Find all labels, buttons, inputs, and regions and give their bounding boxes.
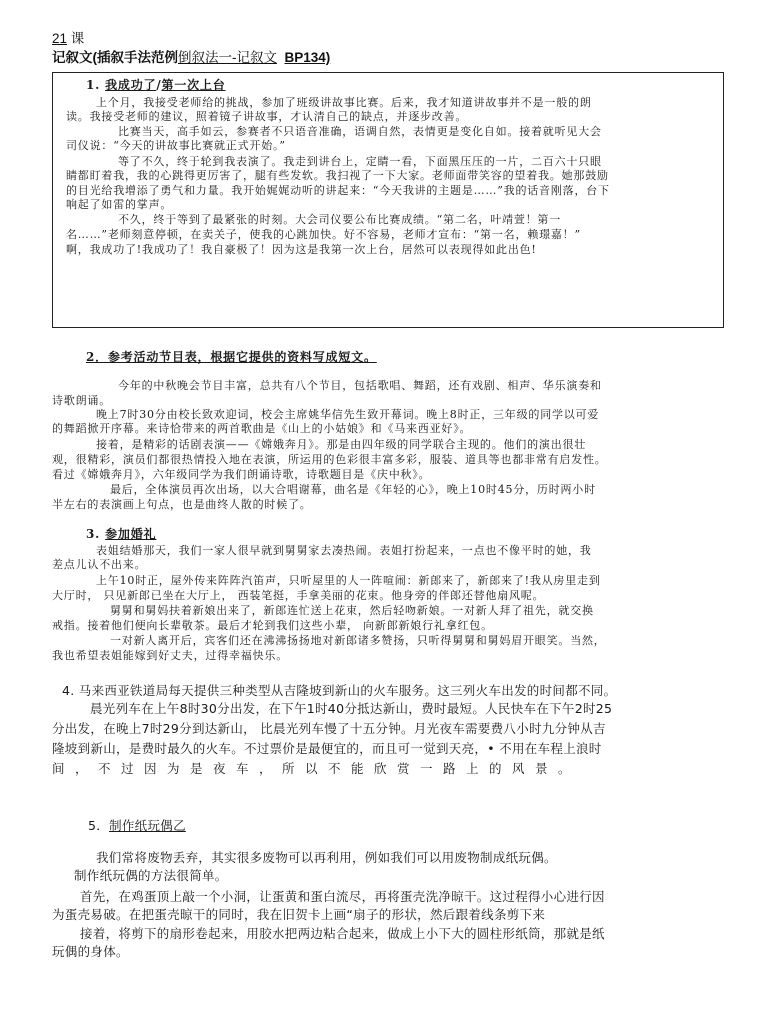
section2-line: 接着，是精彩的话剧表演——《嫦娥奔月》。那是由四年级的同学联合主现的。他们的演出很壮 [96, 438, 587, 451]
section1-heading-num: 1. [86, 78, 101, 92]
section3-line: 差点儿认不出来。 [52, 558, 147, 571]
title-link[interactable]: 倒叙法一-记叙文 [178, 50, 277, 65]
section1-heading [86, 78, 226, 93]
section2-line: 晚上7时30分由校长致欢迎词，校会主席姚华信先生致开幕词。晚上8时正，三年级的同学以可爱 [96, 408, 600, 421]
section1-line: 的目光给我增添了勇气和力量。我开始娓娓动听的讲起来：“今天我讲的主题是……”我的话音刚落，台下 [66, 184, 610, 197]
section3-line: 戒指。接着他们便向长辈敬茶。最后才轮到我们这些小辈， 向新郎新娘行礼拿红包。 [52, 619, 493, 632]
section5-heading-text[interactable]: 制作纸玩偶乙 [109, 818, 186, 833]
title-code: BP134) [284, 50, 331, 65]
section2-line: 观，很精彩，演员们都很热情投入地在表演，所运用的色彩很丰富多彩，服装、道具等也都非常有启发性。 [52, 453, 607, 466]
section1-line: 不久，终于等到了最紧张的时刻。大会司仪要公布比赛成绩。“第二名，叶靖萱！第一 [118, 213, 562, 226]
section5-line: 接着，将剪下的扇形卷起来，用胶水把两边粘合起来，做成上小下大的圆柱形纸筒，那就是纸 [80, 926, 605, 941]
section1-line: 司仪说：“今天的讲故事比赛就正式开始。” [66, 139, 286, 152]
section5-line: 我们常将废物丢弃，其实很多废物可以再利用，例如我们可以用废物制成纸玩偶。 [96, 850, 557, 865]
section3-heading-text: 参加婚礼 [105, 527, 157, 541]
section1-line: 比赛当天，高手如云，参赛者不只语音准确，语调自然，表情更是变化自如。接着就听见大会 [118, 125, 602, 138]
lesson-number-value: 21 [52, 31, 68, 46]
section4-line: 晨光列车在上午8时30分出发，在下午1时40分抵达新山，费时最短。人民快车在下午2时25 [90, 701, 613, 716]
section5-heading [88, 816, 186, 836]
section2-line: 的舞蹈掀开序幕。来诗恰带来的两首歌曲是《山上的小姑娘》和《马来西亚好》。 [52, 422, 472, 435]
section4-line: 4. 马来西亚铁道局每天提供三种类型从吉隆坡到新山的火车服务。这三列火车出发的时间都不同。 [62, 683, 617, 698]
title-prefix: 记叙文(插叙手法范例 [52, 50, 178, 65]
section1-line: 名……”老师刻意停顿，在卖关子，使我的心跳加快。好不容易，老师才宣布：“第一名，赖璟嘉！” [66, 228, 581, 241]
section1-line: 读。我接受老师的建议，照着镜子讲故事，才认清自己的缺点，并逐步改善。 [66, 110, 468, 123]
section5-line: 首先，在鸡蛋顶上敲一个小洞，让蛋黄和蛋白流尽，再将蛋壳洗净晾干。这过程得小心进行因 [80, 889, 605, 904]
section4-line: 间，不过因为是夜车，所以不能欣赏一路上的风景。 [52, 761, 582, 776]
section1-line: 响起了如雷的掌声。 [66, 198, 173, 211]
section3-line: 一对新人离开后，宾客们还在沸沸扬扬地对新郎诸多赞扬，只听得舅舅和舅妈眉开眼笑。当然， [110, 634, 606, 647]
section5-line: 制作纸玩偶的方法很简单。 [74, 868, 228, 883]
section2-line: 最后，全体演员再次出场，以大合唱谢幕，曲名是《年轻的心》，晚上10时45分，历时两小时 [110, 483, 596, 496]
section1-heading-a: 我成功了 [105, 78, 157, 92]
section5-heading-num: 5． [88, 818, 110, 833]
section3-heading-num: 3. [86, 527, 101, 541]
section5-line: 玩偶的身体。 [52, 944, 129, 959]
section3-line: 我也希望表姐能嫁到好丈夫，过得幸福快乐。 [52, 649, 288, 662]
section1-line: 上个月，我接受老师给的挑战，参加了班级讲故事比赛。后来，我才知道讲故事并不是一般的朗 [96, 96, 592, 109]
section3-line: 大厅时， 只见新郎已坐在大厅上， 西装笔挺，手拿美丽的花束。他身旁的伴郎还替他扇风呢。 [52, 589, 545, 602]
section4-line: 分出发，在晚上7时29分到达新山， 比晨光列车慢了十五分钟。月光夜车需要费八小时九分钟从吉 [52, 721, 606, 736]
section1-line: 等了不久，终于轮到我表演了。我走到讲台上，定睛一看，下面黑压压的一片，二百六十只眼 [118, 155, 602, 168]
section1-line: 睛都盯着我，我的心跳得更厉害了，腿有些发软。我扫视了一下大家。老师面带笑容的望着我。她那鼓励 [66, 169, 609, 182]
section3-line: 上午10时正，屋外传来阵阵汽笛声，只听屋里的人一阵喧闹：新郎来了，新郎来了!我从房里走到 [96, 574, 601, 587]
section3-line: 舅舅和舅妈扶着新娘出来了，新郎连忙送上花束，然后轻吻新娘。一对新人拜了祖先，就交换 [110, 604, 594, 617]
section3-line: 表姐结婚那天，我们一家人很早就到舅舅家去凑热闹。表姐打扮起来，一点也不像平时的她，我 [96, 544, 592, 557]
section3-heading [86, 527, 156, 542]
section1-heading-sep: / [156, 78, 162, 92]
lesson-suffix: 课 [70, 31, 85, 46]
section2-line: 诗歌朗诵。 [52, 394, 111, 407]
section1-heading-b: 第一次上台 [161, 78, 226, 92]
section2-line: 看过《嫦娥奔月》，六年级同学为我们朗诵诗歌，诗歌题目是《庆中秋》。 [52, 468, 431, 481]
page-title [52, 49, 330, 66]
lesson-number [52, 30, 84, 47]
section2-line: 半左右的表演画上句点，也是曲终人散的时候了。 [52, 498, 312, 511]
section1-line: 啊，我成功了!我成功了！我自豪极了！因为这是我第一次上台，居然可以表现得如此出色! [66, 243, 537, 256]
section5-line: 为蛋壳易破。在把蛋壳晾干的同时，我在旧贺卡上画“扇子的形状，然后跟着线条剪下来 [52, 907, 546, 922]
section2-line: 今年的中秋晚会节目丰富，总共有八个节目，包括歌唱、舞蹈，还有戏剧、相声、华乐演奏和 [118, 379, 602, 392]
section4-line: 隆坡到新山，是费时最久的火车。不过票价是最便宜的，而且可一觉到天亮，• 不用在车程上浪时 [52, 741, 602, 756]
section2-heading: 2．参考活动节目表，根据它提供的资料写成短文。 [86, 350, 377, 364]
